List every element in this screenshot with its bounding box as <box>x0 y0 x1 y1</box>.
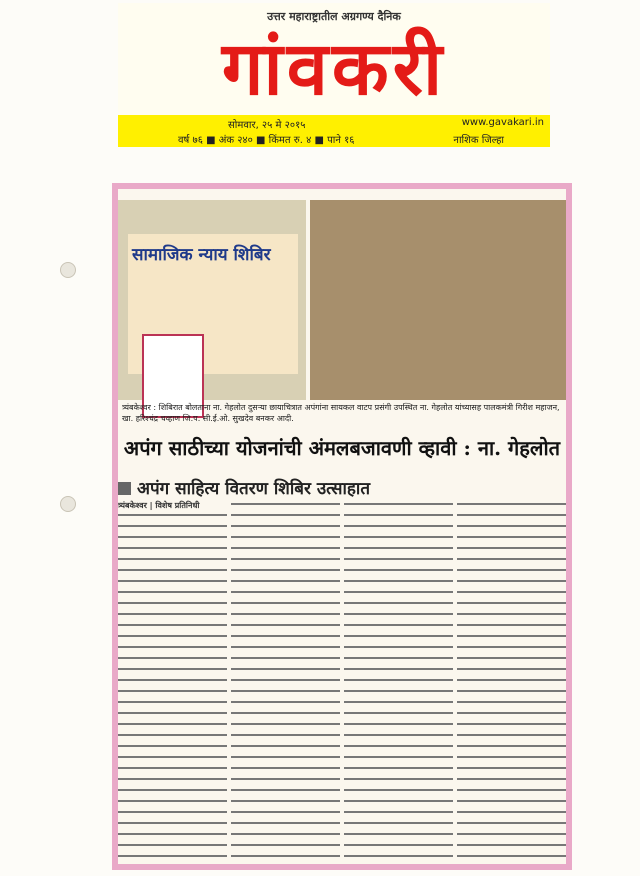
article-column-4 <box>457 500 566 860</box>
issue-meta: वर्ष ७६ ■ अंक २४० ■ किंमत रु. ४ ■ पाने १६ <box>178 135 355 146</box>
body-text-lines <box>231 500 340 860</box>
punch-hole-bottom <box>60 496 76 512</box>
headline: अपंग साठीच्या योजनांची अंमलबजावणी व्हावी : ना. गेहलोत <box>123 436 561 460</box>
article-column-2 <box>231 500 340 860</box>
issue-date: सोमवार, २५ मे २०१५ <box>228 120 306 131</box>
article-body <box>118 500 566 860</box>
article-column-1 <box>118 500 227 860</box>
subhead-text: अपंग साहित्य वितरण शिबिर उत्साहात <box>137 479 371 499</box>
square-bullet-icon <box>118 482 131 495</box>
body-text-lines <box>344 500 453 860</box>
banner-title: सामाजिक न्याय शिबिर <box>132 245 271 265</box>
event-banner <box>128 234 298 374</box>
newspaper-name: गांवकरी <box>221 26 447 112</box>
website: www.gavakari.in <box>461 117 544 128</box>
punch-hole-top <box>60 262 76 278</box>
edition-city: नाशिक जिल्हा <box>453 135 504 146</box>
newspaper-masthead <box>118 3 550 146</box>
photo-caption: त्र्यंबकेश्वर : शिबिरात बोलताना ना. गेहलोत दुसऱ्या छायाचित्रात अपंगांना सायकल वाटप प्रसंगी उपस्थित ना. गेहलोत यांच्यासह पालकमंत्री गिरीश महाजन, खा. हरिश्चंद्र चव्हाण जि.प. सी.ई.ओ. सुखदेव बनकर आदी. <box>122 403 560 423</box>
subheadline <box>118 476 566 499</box>
date-bar <box>118 115 550 147</box>
body-text-lines <box>118 511 227 860</box>
photo-wheelchair-distribution <box>310 200 566 400</box>
body-text-lines <box>457 500 566 860</box>
masthead-tagline: उत्तर महाराष्ट्रातील अग्रगण्य दैनिक <box>267 10 401 23</box>
photo-speech <box>118 200 306 400</box>
article-column-3 <box>344 500 453 860</box>
byline: त्र्यंबकेश्वर | विशेष प्रतिनिधी <box>118 500 227 511</box>
